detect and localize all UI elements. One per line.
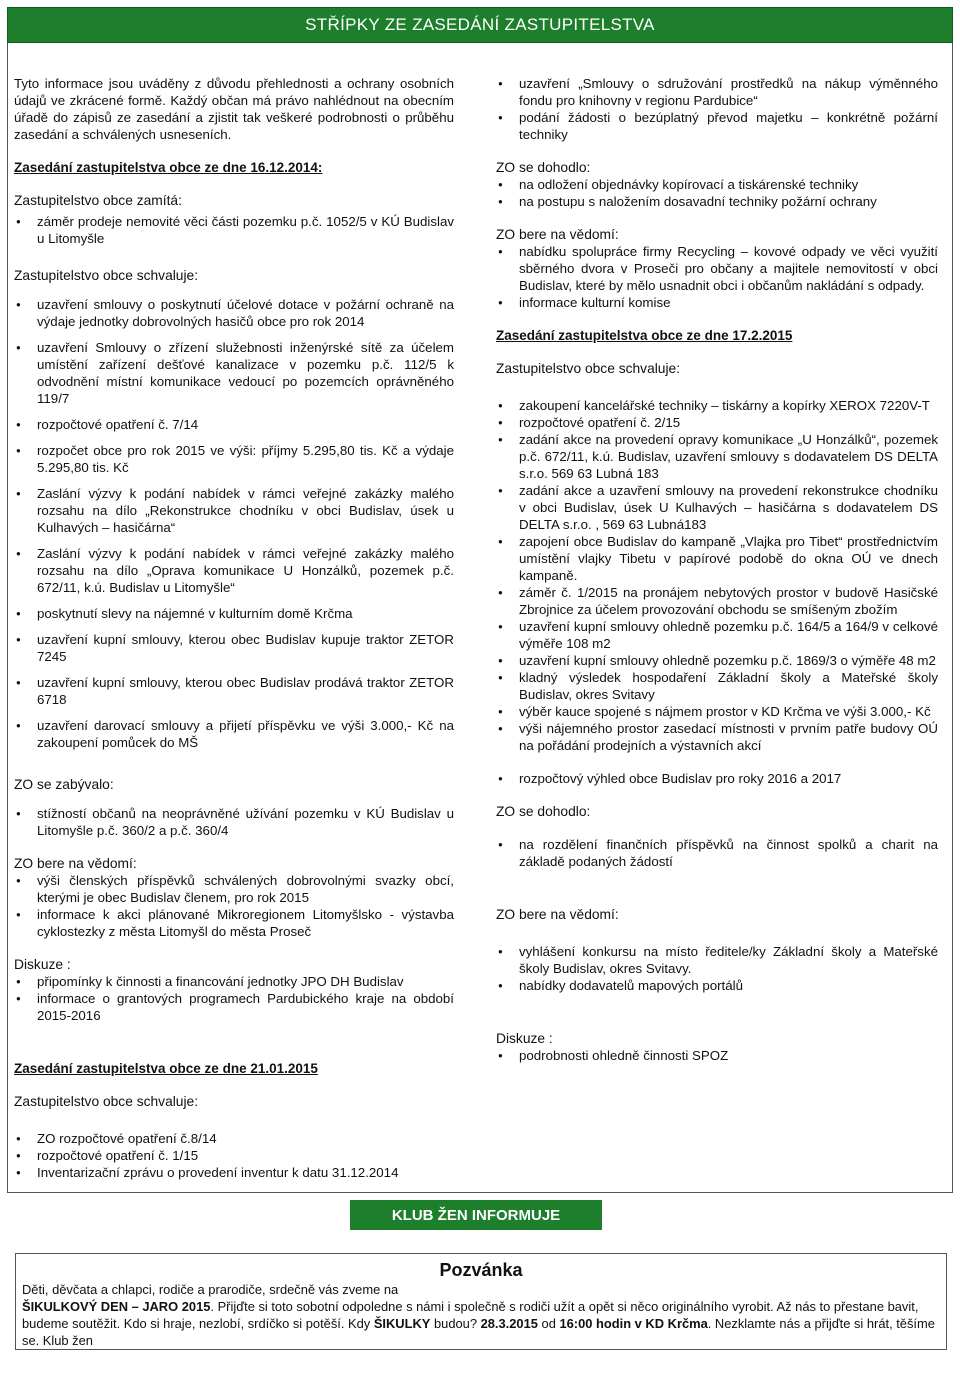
list-item: ● uzavření smlouvy o poskytnutí účelové dotace v požární ochraně na výdaje jednotky dobrovolných hasičů obce pro rok 2014 xyxy=(14,296,454,330)
heading-vedomi-2: ZO bere na vědomí: xyxy=(496,907,619,922)
list-item: ● Inventarizační zprávu o provedení inventur k datu 31.12.2014 xyxy=(14,1164,454,1181)
list-item: ● stížností občanů na neoprávněné užívání pozemku v KÚ Budislav u Litomyšle p.č. 360/2 a p.č. 360/4 xyxy=(14,805,454,839)
heading-vedomi: ZO bere na vědomí: xyxy=(14,856,137,871)
list-item: ● podrobnosti ohledně činnosti SPOZ xyxy=(496,1047,938,1064)
heading-schvaluje-2: Zastupitelstvo obce schvaluje: xyxy=(14,1094,199,1109)
list-dohodlo xyxy=(496,176,938,210)
list-item: ● Zaslání výzvy k podání nabídek v rámci veřejné zakázky malého rozsahu na dílo „Rekonstrukce chodníku v obci Budislav, úsek u Kulhavých – hasičárna“ xyxy=(14,485,454,536)
list-vedomi xyxy=(14,872,454,940)
list-item: ● výběr kauce spojené s nájmem prostor v KD Krčma ve výši 3.000,- Kč xyxy=(496,703,938,720)
right-column xyxy=(496,75,938,1064)
list-schvaluje-2 xyxy=(14,1130,454,1181)
pozvanka-time: 16:00 hodin v KD Krčma xyxy=(559,1316,708,1331)
list-item: ● rozpočtové opatření č. 2/15 xyxy=(496,414,938,431)
list-item: ● výši nájemného prostor zasedací místnosti v prvním patře budovy OÚ na pořádání prodejních a výstavních akcí xyxy=(496,720,938,754)
heading-schvaluje: Zastupitelstvo obce schvaluje: xyxy=(14,268,199,283)
pozvanka-line1: Děti, děvčata a chlapci, rodiče a prarodiče, srdečně vás zveme na xyxy=(22,1282,399,1297)
list-item: ● uzavření kupní smlouvy, kterou obec Budislav prodává traktor ZETOR 6718 xyxy=(14,674,454,708)
pozvanka-event: ŠIKULKOVÝ DEN – JARO 2015 xyxy=(22,1299,211,1314)
pozvanka-box xyxy=(15,1253,947,1350)
pozvanka-body3: . Nezklamte nás a přijďte si hrát, těšíme se. Klub žen xyxy=(22,1316,935,1348)
list-zamita xyxy=(14,213,454,247)
heading-dohodlo-2: ZO se dohodlo: xyxy=(496,804,591,819)
list-item: ● informace kulturní komise xyxy=(496,294,938,311)
list-item: ● připomínky k činnosti a financování jednotky JPO DH Budislav xyxy=(14,973,454,990)
list-item: ● informace k akci plánované Mikroregionem Litomyšlsko - výstavba cyklostezky z města Litomyšl do města Proseč xyxy=(14,906,454,940)
list-extra xyxy=(496,770,938,787)
pozvanka-title: Pozvánka xyxy=(439,1260,523,1280)
list-item: ● zadání akce a uzavření smlouvy na provedení rekonstrukce chodníku v obci Budislav, úsek U Kulhavých – hasičárna s dodavatelem DS DELTA s.r.o. , 569 63 Lubná183 xyxy=(496,482,938,533)
list-zabyvalo xyxy=(14,805,454,839)
list-item: ● výši členských příspěvků schválených dobrovolnými svazky obcí, kterými je obec Budislav členem, pro rok 2015 xyxy=(14,872,454,906)
list-item: ● kladný výsledek hospodaření Základní školy a Mateřské školy Budislav, okres Svitavy xyxy=(496,669,938,703)
list-vedomi-right xyxy=(496,243,938,311)
meeting-date-21-01-2015: Zasedání zastupitelstva obce ze dne 21.01.2015 xyxy=(14,1061,318,1076)
meeting-date-17-2-2015: Zasedání zastupitelstva obce ze dne 17.2.2015 xyxy=(496,328,793,343)
list-schvaluje-3 xyxy=(496,397,938,754)
list-dohodlo-2 xyxy=(496,836,938,870)
meeting-date-16-12-2014: Zasedání zastupitelstva obce ze dne 16.12.2014: xyxy=(14,160,323,175)
list-item: ● zadání akce na provedení opravy komunikace „U Honzálků“, pozemek p.č. 672/11, k.ú. Budislav, uzavření smlouvy s dodavatelem DS DELTA s.r.o. 569 63 Lubná 183 xyxy=(496,431,938,482)
list-item: ● nabídky dodavatelů mapových portálů xyxy=(496,977,938,994)
list-top xyxy=(496,75,938,143)
list-item: ● zapojení obce Budislav do kampaně „Vlajka pro Tibet“ prostřednictvím umístění vlajky Tibetu v papírové podobě do okna OÚ ve dnech kampaně. xyxy=(496,533,938,584)
list-item: ● rozpočtový výhled obce Budislav pro roky 2016 a 2017 xyxy=(496,770,938,787)
list-item: ● uzavření „Smlouvy o sdružování prostředků na nákup výměnného fondu pro knihovny v regionu Pardubice“ xyxy=(496,75,938,109)
list-item: ● vyhlášení konkursu na místo ředitele/ky Základní školy a Mateřské školy Budislav, okres Svitavy. xyxy=(496,943,938,977)
list-item: ● rozpočtové opatření č. 1/15 xyxy=(14,1147,454,1164)
list-diskuze xyxy=(14,973,454,1024)
pozvanka-body2: budou? xyxy=(430,1316,481,1331)
pozvanka-body1: . Přijďte si toto sobotní odpoledne s námi i společně s rodiči užít a opět si něco originálního vyrobit. Až nás to přestane bavit, budeme soutěžit. Kdo si hraje, nezlobí, srdíčko si potěší. Kdy xyxy=(22,1299,919,1331)
list-item: ● Zaslání výzvy k podání nabídek v rámci veřejné zakázky malého rozsahu na dílo „Oprava komunikace U Honzálků, pozemek p.č. 672/11, k.ú. Budislav u Litomyšle“ xyxy=(14,545,454,596)
intro-paragraph: Tyto informace jsou uváděny z důvodu přehlednosti a ochrany osobních údajů ve zkrácené formě. Každý občan má právo nahlédnout na obecním úřadě do zápisů ze zasedání a zjistit tak veškeré podrobnosti o průběhu zasedání a schválených usneseních. xyxy=(14,76,454,142)
list-item: ● na odložení objednávky kopírovací a tiskárenské techniky xyxy=(496,176,938,193)
list-item: ● nabídku spolupráce firmy Recycling – kovové odpady ve věci využití sběrného dvora v Proseči pro občany a majitele nemovitostí v obci Budislav, které by mělo usnadnit obci i občanům nakládání s odpady. xyxy=(496,243,938,294)
list-item: ● uzavření kupní smlouvy ohledně pozemku p.č. 1869/3 o výměře 48 m2 xyxy=(496,652,938,669)
list-item: ● rozpočtové opatření č. 7/14 xyxy=(14,416,454,433)
list-item: ● na rozdělení finančních příspěvků na činnost spolků a charit na základě podaných žádostí xyxy=(496,836,938,870)
heading-schvaluje-3: Zastupitelstvo obce schvaluje: xyxy=(496,361,681,376)
pozvanka-date: 28.3.2015 xyxy=(480,1316,538,1331)
heading-diskuze: Diskuze : xyxy=(14,957,71,972)
heading-zabyvalo: ZO se zabývalo: xyxy=(14,777,114,792)
pozvanka-text xyxy=(22,1281,940,1349)
list-item: ● uzavření kupní smlouvy ohledně pozemku p.č. 164/5 a 164/9 v celkové výměře 108 m2 xyxy=(496,618,938,652)
list-item: ● uzavření kupní smlouvy, kterou obec Budislav kupuje traktor ZETOR 7245 xyxy=(14,631,454,665)
list-schvaluje xyxy=(14,296,454,751)
list-item: ● poskytnutí slevy na nájemné v kulturním domě Krčma xyxy=(14,605,454,622)
list-item: ● zakoupení kancelářské techniky – tiskárny a kopírky XEROX 7220V-T xyxy=(496,397,938,414)
pozvanka-od: od xyxy=(537,1316,560,1331)
list-item: ● rozpočet obce pro rok 2015 ve výši: příjmy 5.295,80 tis. Kč a výdaje 5.295,80 tis. Kč xyxy=(14,442,454,476)
list-diskuze-right xyxy=(496,1047,938,1064)
list-item: ● záměr prodeje nemovité věci části pozemku p.č. 1052/5 v KÚ Budislav u Litomyšle xyxy=(14,213,454,247)
left-column xyxy=(14,75,454,1181)
list-item: ● ZO rozpočtové opatření č.8/14 xyxy=(14,1130,454,1147)
list-item: ● podání žádosti o bezúplatný převod majetku – konkrétně požární techniky xyxy=(496,109,938,143)
list-item: ● uzavření Smlouvy o zřízení služebnosti inženýrské sítě za účelem umístění zařízení dešťové kanalizace v pozemku p.č. 112/5 k odvodnění místní komunikace vedoucí po pozemcích oprávněného 119/7 xyxy=(14,339,454,407)
heading-diskuze-right: Diskuze : xyxy=(496,1031,553,1046)
list-vedomi-2 xyxy=(496,943,938,994)
heading-vedomi-right: ZO bere na vědomí: xyxy=(496,227,619,242)
list-item: ● informace o grantových programech Pardubického kraje na období 2015-2016 xyxy=(14,990,454,1024)
page-title: STŘÍPKY ZE ZASEDÁNÍ ZASTUPITELSTVA xyxy=(7,7,953,43)
klub-zen-banner: KLUB ŽEN INFORMUJE xyxy=(350,1200,602,1230)
pozvanka-kdy: ŠIKULKY xyxy=(373,1316,431,1331)
heading-zamita: Zastupitelstvo obce zamítá: xyxy=(14,193,182,208)
list-item: ● uzavření darovací smlouvy a přijetí příspěvku ve výši 3.000,- Kč na zakoupení pomůcek do MŠ xyxy=(14,717,454,751)
list-item: ● záměr č. 1/2015 na pronájem nebytových prostor v budově Hasičské Zbrojnice za účelem provozování obchodu se smíšeným zbožím xyxy=(496,584,938,618)
heading-dohodlo: ZO se dohodlo: xyxy=(496,160,591,175)
list-item: ● na postupu s naložením dosavadní techniky požární ochrany xyxy=(496,193,938,210)
